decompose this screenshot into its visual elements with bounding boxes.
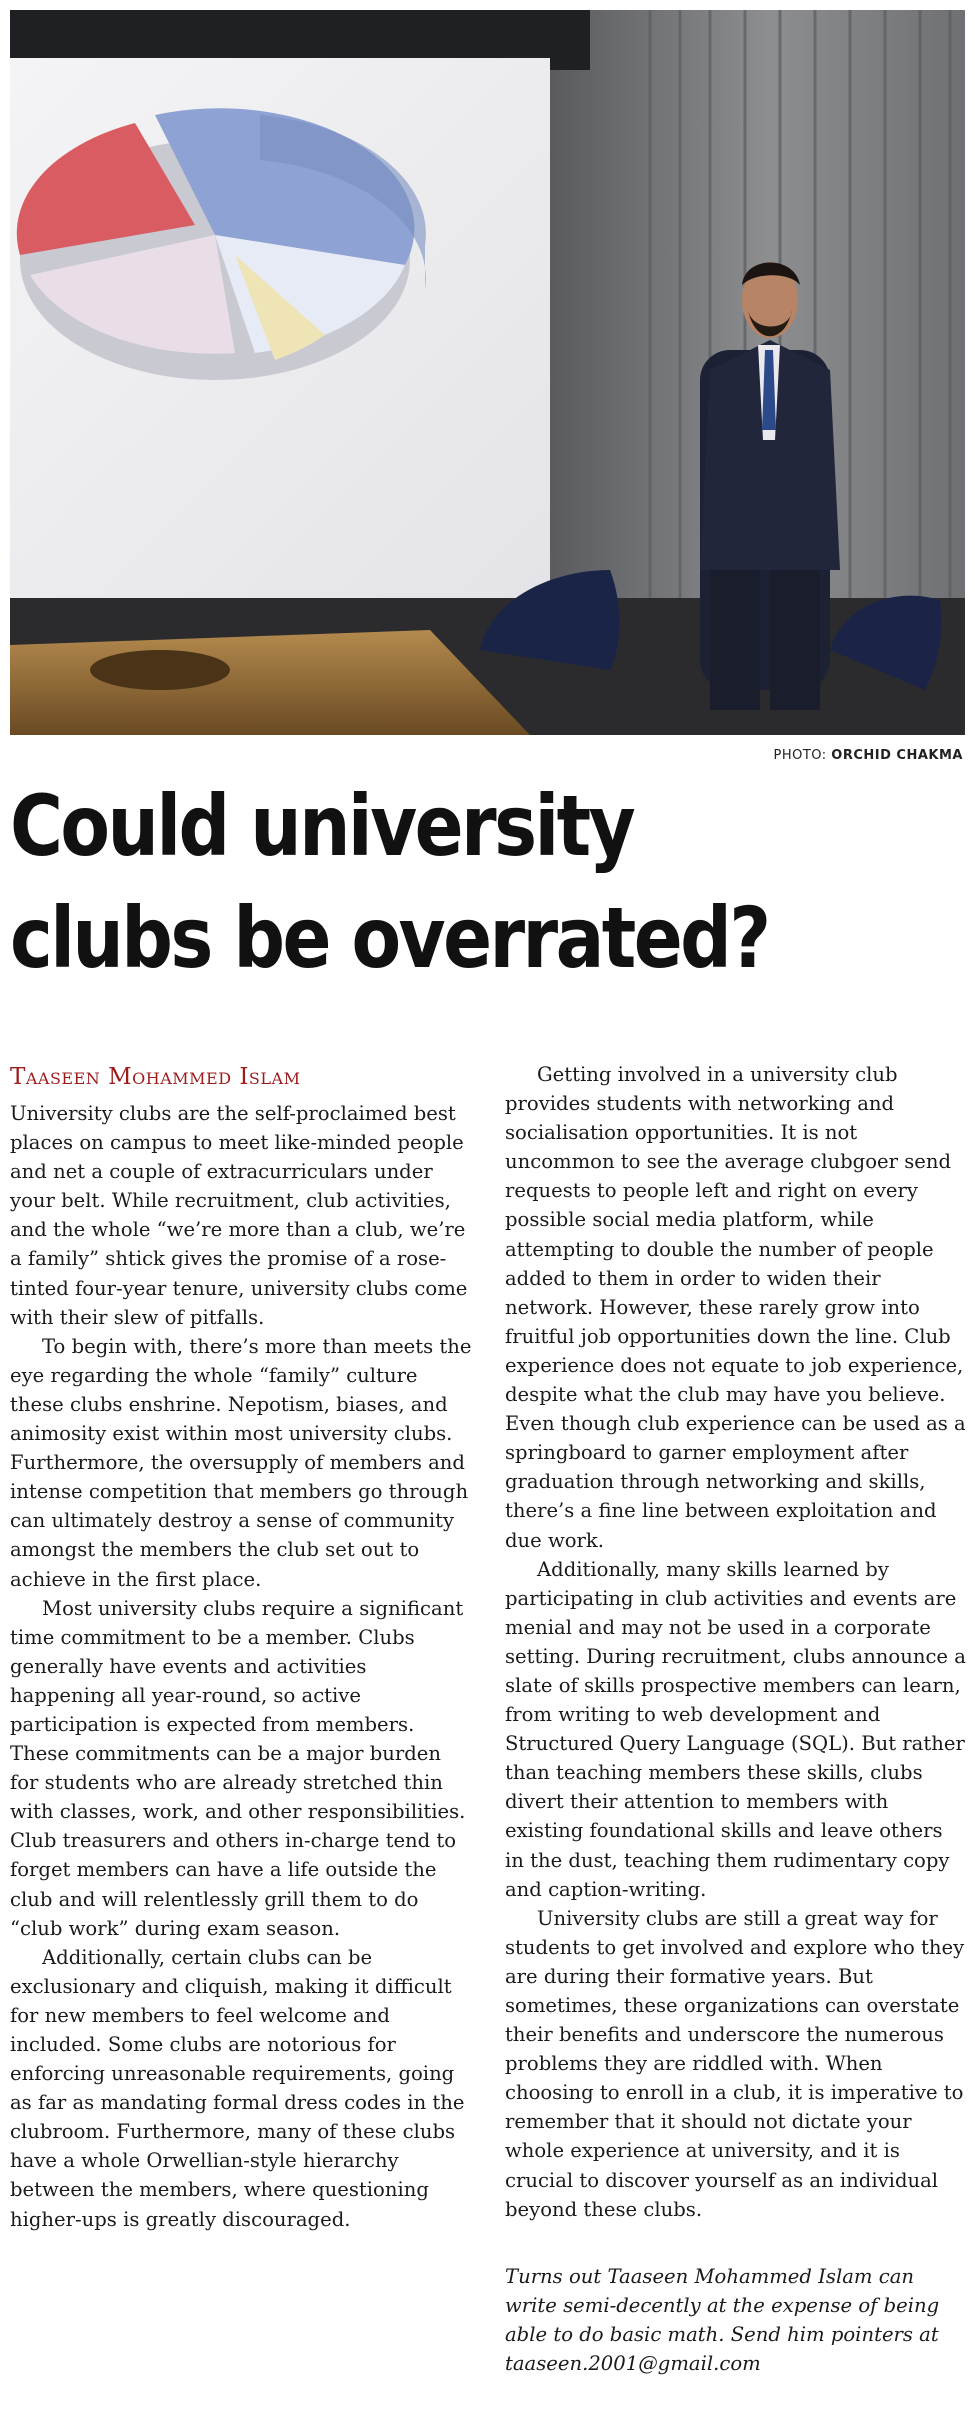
paragraph: Most university clubs require a significant time commitment to be a member. Clubs generally have events and activities happening all year-round, so active participation is expected from members. These commitments can be a major burden for students who are already stretched thin with classes, work, and other responsibilities. Club treasurers and others in-charge tend to forget members can have a life outside the club and will relentlessly grill them to do “club work” during exam season. [10,1596,466,1940]
article-photo [10,10,965,735]
paragraph: Additionally, certain clubs can be exclusionary and cliquish, making it difficult for new members to feel welcome and included. Some clubs are notorious for enforcing unreasonable requirements, going as far as mandating formal dress codes in the clubroom. Furthermore, many of these clubs have a whole Orwellian-style hierarchy between the members, where questioning higher-ups is greatly discouraged. [10,1945,465,2231]
paragraph: To begin with, there’s more than meets the eye regarding the whole “family” culture these clubs enshrine. Nepotism, biases, and animosity exist within most university clubs. Furthermore, the oversupply of members and intense competition that members go through can ultimately destroy a sense of community amongst the members the club set out to achieve in the first place. [10,1334,472,1591]
photo-credit-label: PHOTO: [773,748,827,763]
photo-credit-name: ORCHID CHAKMA [831,748,963,763]
article-column-left [10,1099,475,2234]
paragraph: University clubs are the self-proclaimed best places on campus to meet like-minded people and net a couple of extracurriculars under your belt. While recruitment, club activities, and the whole “we’re more than a club, we’re a family” shtick gives the promise of a rose-tinted four-year tenure, university clubs come with their slew of pitfalls. [10,1102,468,1329]
photo-illustration [10,10,965,735]
paragraph: University clubs are still a great way for students to get involved and explore who they are during their formative years. But sometimes, these organizations can overstate their benefits and underscore the numerous problems they are riddled with. When choosing to enroll in a club, it is imperative to remember that it should not dictate your whole experience at university, and it is crucial to discover yourself as an individual beyond these clubs. [505,1906,965,2221]
article-headline: Could university clubs be overrated? [10,777,769,987]
article-byline: Taaseen Mohammed Islam [10,1064,301,1090]
photo-credit [773,748,963,763]
paragraph: Additionally, many skills learned by participating in club activities and events are menial and may not be used in a corporate setting. During recruitment, clubs announce a slate of skills prospective members can learn, from writing to web development and Structured Query Language (SQL). But rather than teaching members these skills, clubs divert their attention to members with existing foundational skills and leave others in the dust, teaching them rudimentary copy and caption-writing. [505,1557,966,1901]
author-note: Turns out Taaseen Mohammed Islam can write semi-decently at the expense of being able to do basic math. Send him pointers at taaseen.2001@gmail.com [505,2264,940,2376]
paragraph: Getting involved in a university club provides students with networking and socialisation opportunities. It is not uncommon to see the average clubgoer send requests to people left and right on every possible social media platform, while attempting to double the number of people added to them in order to widen their network. However, these rarely grow into fruitful job opportunities down the line. Club experience does not equate to job experience, despite what the club may have you believe. Even though club experience can be used as a springboard to garner employment after graduation through networking and skills, there’s a fine line between exploitation and due work. [505,1063,966,1552]
article-column-right [505,1060,967,2378]
